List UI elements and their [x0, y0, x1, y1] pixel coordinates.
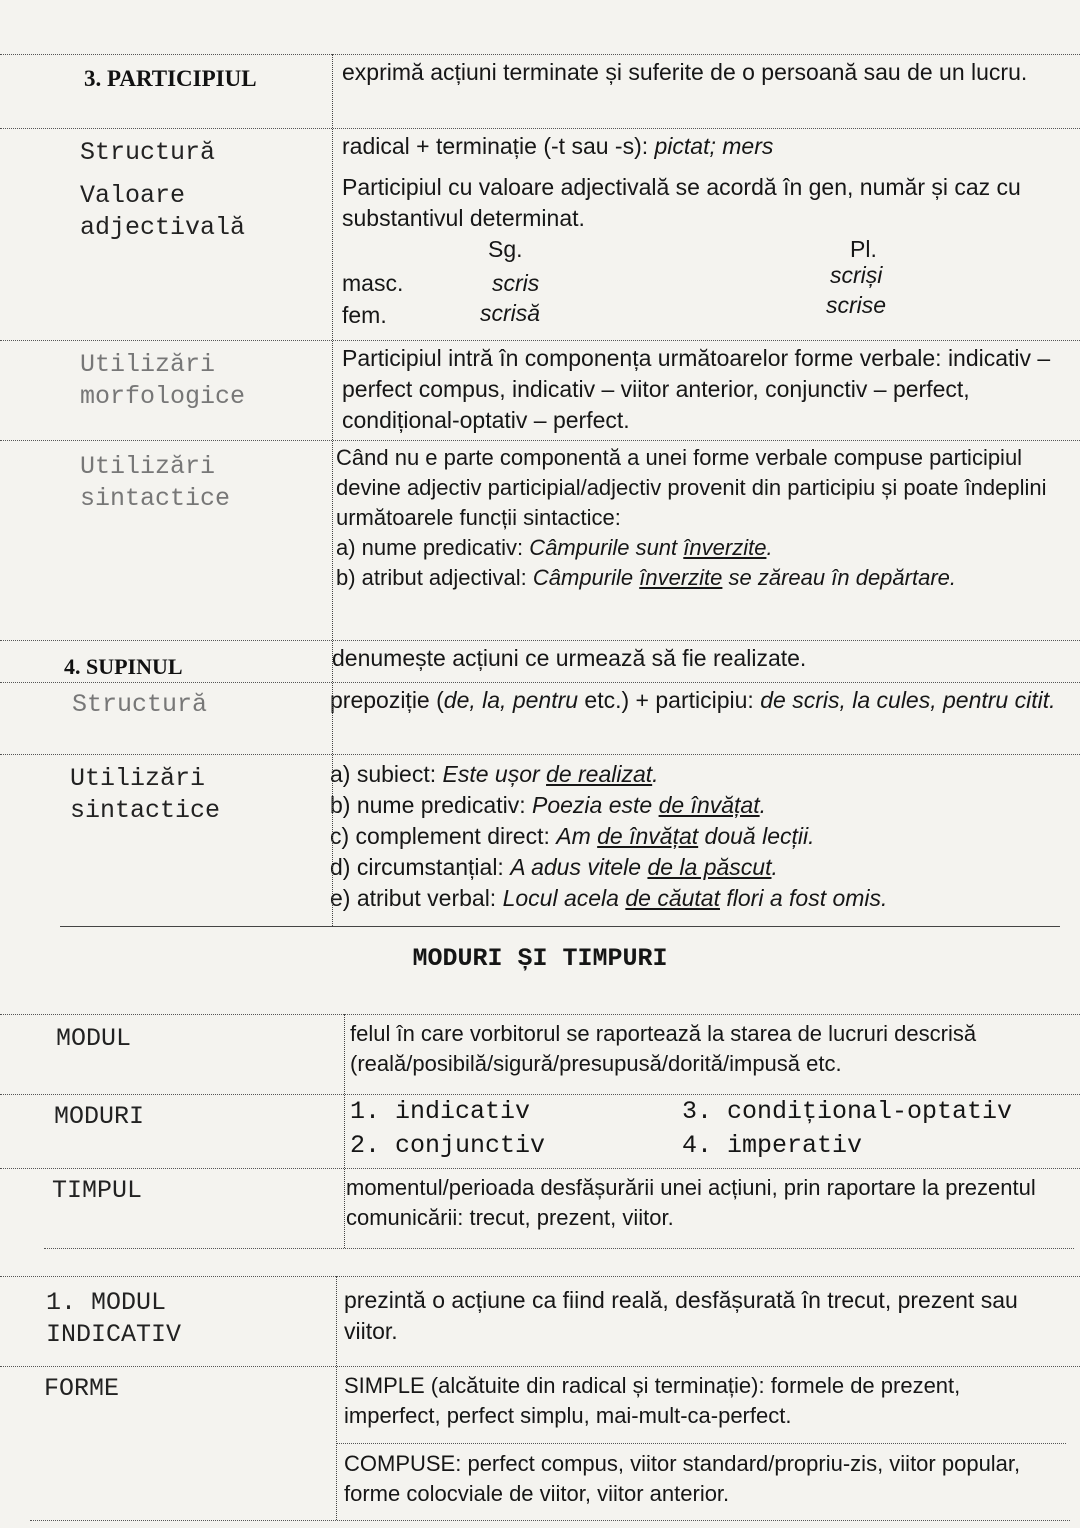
indicativ-row [0, 1276, 1080, 1367]
structura-label: Structură [80, 138, 216, 167]
table3-divider [336, 1276, 337, 1520]
moduri-row [0, 1094, 1080, 1169]
header-sg: Sg. [488, 236, 523, 262]
header-pl: Pl. [850, 236, 877, 262]
modul-row [0, 1014, 1080, 1095]
supinul-structura-text: prepoziție (de, la, pentru etc.) + participiu: de scris, la cules, pentru citit. [330, 687, 1056, 713]
forme-label: FORME [44, 1374, 120, 1403]
supinul-item-d: d) circumstanțial: A adus vitele de la păscut. [330, 854, 778, 880]
supinul-item-e: e) atribut verbal: Locul acela de căutat flori a fost omis. [330, 885, 888, 911]
participiul-row [0, 54, 1080, 129]
moduri-bottom-rule [44, 1248, 1074, 1250]
supinul-sintactice-label: Utilizări sintactice [70, 764, 221, 825]
modul-text: felul în care vorbitorul se raportează la starea de lucruri descrisă (reală/posibilă/sigură/presupusă/dorită/impusă etc. [350, 1021, 977, 1076]
moduri-list [350, 1097, 1070, 1167]
supinul-item-b: b) nume predicativ: Poezia este de învățat. [330, 792, 766, 818]
supinul-bottom-rule [60, 926, 1060, 928]
sintactice-intro: Când nu e parte componentă a unei forme verbale compuse participiul devine adjectiv participial/adjectiv provenit din participiu și poate îndeplini următoarele funcții sintactice: [336, 445, 1047, 530]
indicativ-label: 1. MODUL INDICATIV [46, 1288, 182, 1349]
supinul-item-c: c) complement direct: Am de învățat două lecții. [330, 823, 815, 849]
indicativ-definition: prezintă o acțiune ca fiind reală, desfășurată în trecut, prezent sau viitor. [344, 1287, 1018, 1344]
valoare-content [342, 172, 1062, 330]
valoare-text: Participiul cu valoare adjectivală se acordă în gen, număr și caz cu substantivul determinat. [342, 174, 1021, 231]
mod-indicativ: 1. indicativ [350, 1097, 531, 1126]
supinul-label: 4. SUPINUL [64, 654, 183, 679]
structura-formula: radical + terminație (-t sau -s): [342, 133, 655, 159]
forme-divider [336, 1443, 1066, 1444]
participiul-structura-row [0, 128, 1080, 169]
participiul-sintactice-row [0, 440, 1080, 639]
sintactice-label: Utilizări sintactice [80, 452, 231, 513]
moduri-heading: MODURI ȘI TIMPURI [412, 944, 668, 973]
forme-compuse: COMPUSE: perfect compus, viitor standard/propriu-zis, viitor popular, forme colocviale de viitor, viitor anterior. [344, 1451, 1021, 1506]
participiul-definition: exprimă acțiuni terminate și suferite de o persoană sau de un lucru. [342, 59, 1028, 85]
structura-examples: pictat; mers [654, 133, 774, 159]
table2-divider [344, 1014, 345, 1248]
table1-divider [332, 54, 333, 926]
fem-sg: scrisă [480, 300, 541, 326]
supinul-row [0, 640, 1080, 683]
supinul-structura-label: Structură [72, 690, 208, 719]
sintactice-item-a: a) nume predicativ: Câmpurile sunt înverzite. [336, 535, 773, 560]
indicativ-bottom-rule [30, 1520, 1070, 1522]
supinul-structura-examples: de scris, la cules, pentru citit. [760, 687, 1056, 713]
mod-conditional-optativ: 3. condițional-optativ [682, 1097, 1013, 1126]
morfologice-label: Utilizări morfologice [80, 350, 246, 411]
mod-conjunctiv: 2. conjunctiv [350, 1131, 546, 1160]
timpul-label: TIMPUL [52, 1176, 143, 1205]
participiul-label: 3. PARTICIPIUL [84, 66, 257, 91]
moduri-label: MODURI [54, 1102, 145, 1131]
sintactice-item-b: b) atribut adjectival: Câmpurile înverzite se zăreau în depărtare. [336, 565, 956, 590]
participiul-valoare-row [0, 168, 1080, 340]
masc-label: masc. [342, 270, 404, 296]
supinul-sintactice-list [330, 759, 1060, 914]
participiul-morfologice-row [0, 340, 1080, 441]
masc-sg: scris [492, 270, 540, 296]
valoare-forms-grid [342, 234, 902, 330]
timpul-text: momentul/perioada desfășurării unei acțiuni, prin raportare la prezentul comunicării: trecut, prezent, viitor. [346, 1175, 1036, 1230]
forme-simple: SIMPLE (alcătuite din radical și terminație): formele de prezent, imperfect, perfect simplu, mai-mult-ca-perfect. [344, 1373, 961, 1428]
forme-row [0, 1366, 1080, 1517]
supinul-sintactice-row [0, 754, 1080, 925]
mod-imperativ: 4. imperativ [682, 1131, 863, 1160]
masc-pl: scriși [830, 262, 883, 288]
sintactice-content [336, 443, 1056, 593]
modul-label: MODUL [56, 1024, 132, 1053]
timpul-row [0, 1168, 1080, 1249]
morfologice-text: Participiul intră în componența următoarelor forme verbale: indicativ – perfect compus, indicativ – viitor anterior, conjunctiv – perfect, condițional-optativ – perfect. [342, 345, 1051, 433]
fem-pl: scrise [826, 292, 887, 318]
supinul-structura-row [0, 682, 1080, 755]
structura-text [342, 131, 1062, 162]
valoare-label: Valoare adjectivală [80, 181, 246, 242]
supinul-definition: denumește acțiuni ce urmează să fie realizate. [332, 645, 807, 671]
supinul-item-a: a) subiect: Este ușor de realizat. [330, 761, 659, 787]
fem-label: fem. [342, 302, 387, 328]
